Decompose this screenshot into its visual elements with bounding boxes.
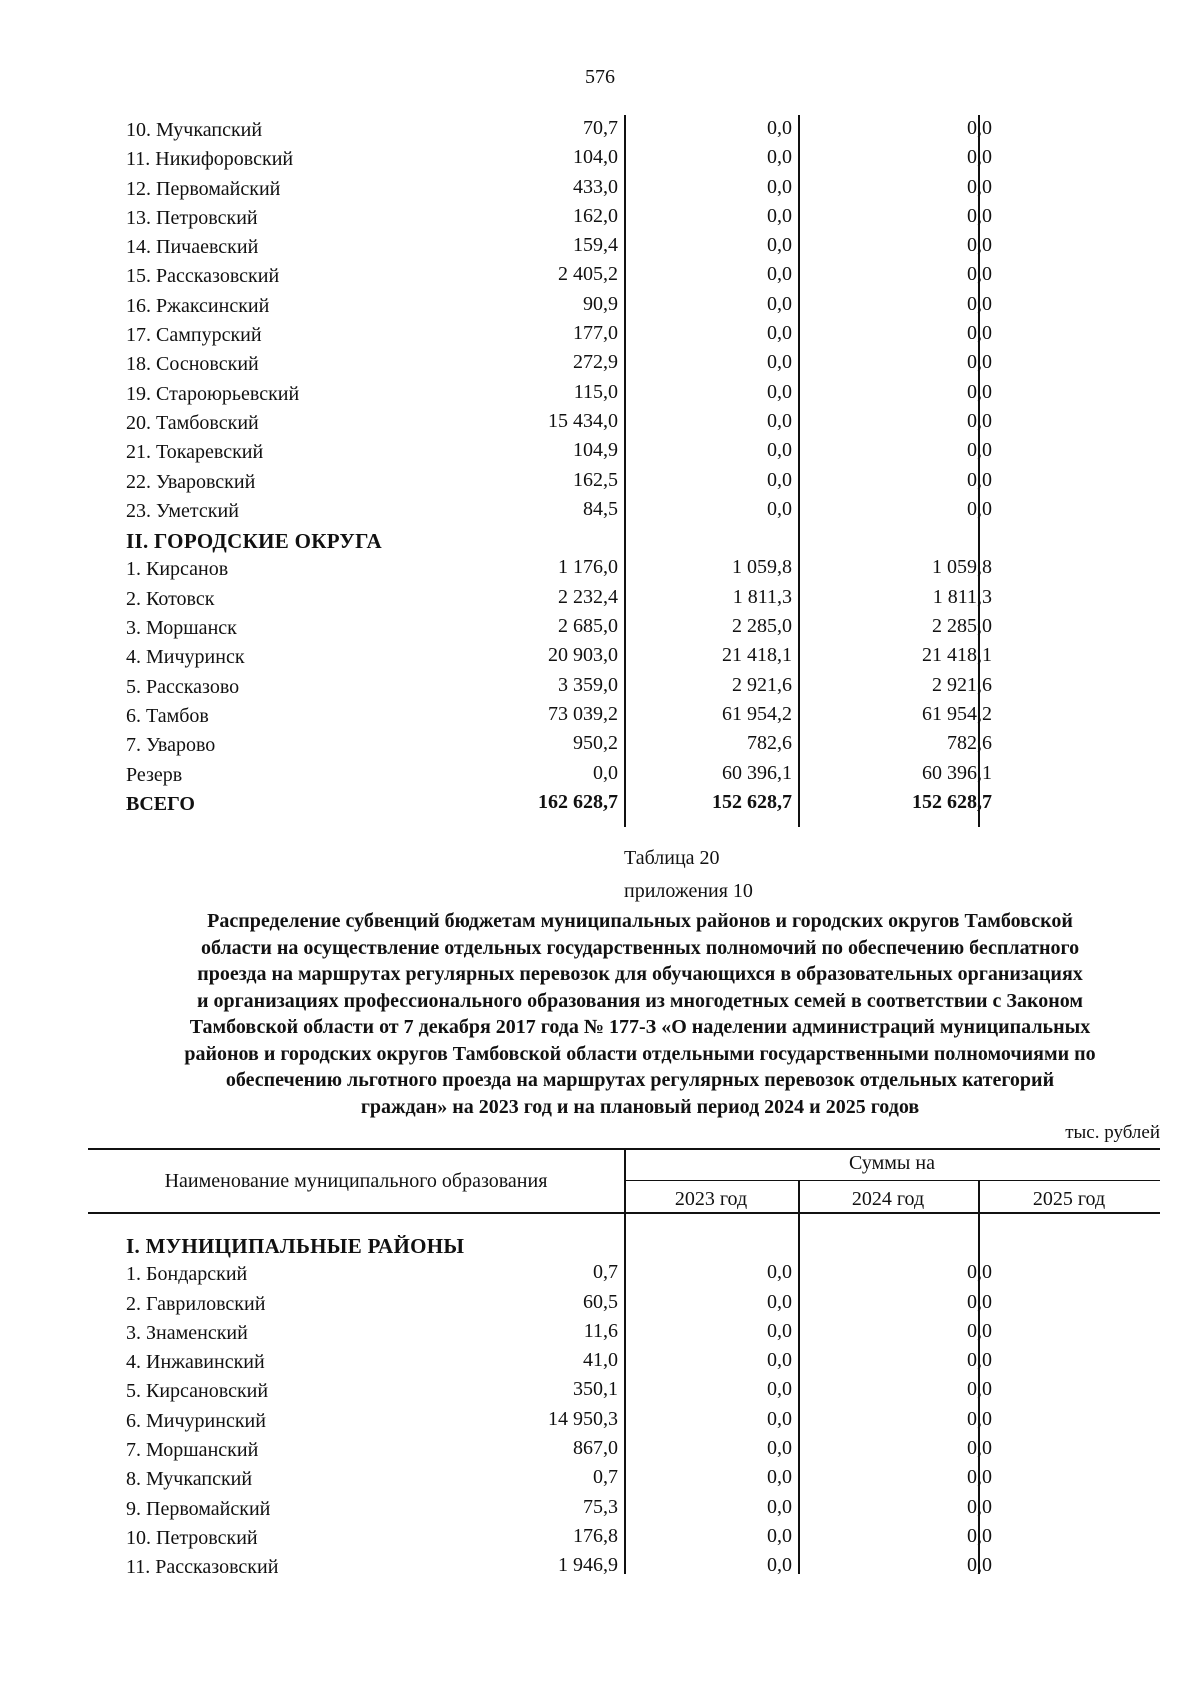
value-2025: 0,0 (967, 439, 992, 462)
value-2023: 867,0 (573, 1437, 618, 1460)
row-name: 11. Рассказовский (126, 1556, 279, 1579)
value-2024: 0,0 (767, 1319, 792, 1342)
value-2025: 60 396,1 (922, 761, 992, 784)
table-row (126, 1291, 1130, 1320)
row-name: 4. Мичуринск (126, 646, 245, 669)
table-row (126, 1437, 1130, 1466)
row-name: 6. Тамбов (126, 704, 209, 727)
value-2023: 15 434,0 (548, 409, 618, 432)
row-name: 5. Рассказово (126, 675, 240, 698)
value-2023: 11,6 (583, 1319, 618, 1342)
value-2024: 0,0 (767, 1290, 792, 1313)
row-name: 5. Кирсановский (126, 1380, 269, 1403)
value-2023: 162 628,7 (538, 790, 618, 813)
value-2024: 0,0 (767, 146, 792, 169)
header-name-column: Наименование муниципального образования (164, 1170, 548, 1192)
value-2024: 0,0 (767, 1261, 792, 1284)
table-row (126, 615, 1130, 644)
value-2025: 152 628,7 (912, 790, 992, 813)
title-line: обеспечению льготного проезда на маршрутах регулярных перевозок отдельных категорий (225, 1069, 1055, 1091)
value-2024: 0,0 (767, 468, 792, 491)
value-2025: 0,0 (967, 1349, 992, 1372)
value-2025: 0,0 (967, 351, 992, 374)
table-row (126, 234, 1130, 263)
value-2024: 1 811,3 (732, 585, 792, 608)
row-name: 10. Мучкапский (126, 119, 263, 141)
value-2025: 1 811,3 (932, 585, 992, 608)
value-2023: 159,4 (573, 234, 618, 257)
row-name: ВСЕГО (126, 792, 195, 815)
row-name: 15. Рассказовский (126, 265, 280, 288)
value-2025: 0,0 (967, 1407, 992, 1430)
value-2023: 0,7 (593, 1261, 618, 1284)
value-2025: 0,0 (967, 322, 992, 345)
row-name: 7. Уварово (126, 734, 216, 757)
table-row (126, 439, 1130, 468)
table-row (126, 1349, 1130, 1378)
value-2024: 0,0 (767, 1554, 792, 1577)
table-row (126, 674, 1130, 703)
row-name: 3. Моршанск (126, 617, 237, 640)
table-label: Таблица 20 (624, 847, 720, 869)
table-row (126, 762, 1130, 791)
value-2024: 0,0 (767, 380, 792, 403)
row-name: 2. Котовск (126, 587, 215, 610)
title-line: проезда на маршрутах регулярных перевозок для обучающихся в образовательных организациях (197, 963, 1083, 985)
value-2025: 0,0 (967, 1495, 992, 1518)
value-2023: 1 946,9 (558, 1554, 618, 1577)
row-name: 17. Сампурский (126, 324, 262, 347)
value-2025: 0,0 (967, 409, 992, 432)
value-2025: 0,0 (967, 204, 992, 227)
table-row (126, 1525, 1130, 1554)
row-name: 1. Кирсанов (126, 558, 229, 581)
row-name: 20. Тамбовский (126, 411, 259, 434)
table20-body (126, 1232, 1130, 1584)
value-2025: 0,0 (967, 146, 992, 169)
row-name: 6. Мичуринский (126, 1409, 266, 1432)
value-2024: 0,0 (767, 234, 792, 257)
row-name: Резерв (126, 763, 183, 786)
row-name: 7. Моршанский (126, 1439, 259, 1462)
value-2025: 0,0 (967, 175, 992, 198)
value-2024: 0,0 (767, 409, 792, 432)
value-2023: 177,0 (573, 322, 618, 345)
table-row (126, 498, 1130, 527)
section-heading-row (126, 1232, 1130, 1261)
value-2024: 0,0 (767, 497, 792, 520)
table-row (126, 176, 1130, 205)
table-row (126, 410, 1130, 439)
table-row (126, 381, 1130, 410)
row-name: 22. Уваровский (126, 470, 256, 493)
value-2023: 2 685,0 (558, 615, 618, 638)
table-row (126, 1378, 1130, 1407)
unit-label: тыс. рублей (1065, 1122, 1160, 1143)
value-2024: 60 396,1 (722, 761, 792, 784)
value-2025: 0,0 (967, 1437, 992, 1460)
table-row (126, 586, 1130, 615)
value-2023: 115,0 (573, 380, 618, 403)
value-2023: 90,9 (583, 292, 618, 315)
value-2023: 73 039,2 (548, 702, 618, 725)
total-row (126, 791, 1130, 820)
value-2024: 782,6 (747, 732, 792, 755)
row-name: 1. Бондарский (126, 1263, 248, 1286)
row-name: 23. Уметский (126, 499, 239, 522)
value-2025: 2 285,0 (932, 615, 992, 638)
table-row (126, 556, 1130, 585)
value-2023: 1 176,0 (558, 556, 618, 579)
row-name: 2. Гавриловский (126, 1292, 266, 1315)
value-2025: 0,0 (967, 292, 992, 315)
value-2025: 0,0 (967, 1290, 992, 1313)
value-2023: 162,5 (573, 468, 618, 491)
value-2025: 0,0 (967, 1554, 992, 1577)
value-2024: 1 059,8 (732, 556, 792, 579)
value-2024: 0,0 (767, 204, 792, 227)
title-line: области на осуществление отдельных государственных полномочий по обеспечению бесплатного (200, 936, 1080, 959)
table-row (126, 146, 1130, 175)
table-row (126, 117, 1130, 146)
value-2024: 0,0 (767, 263, 792, 286)
row-name: 13. Петровский (126, 206, 258, 229)
table-row (126, 1496, 1130, 1525)
value-2023: 0,7 (593, 1466, 618, 1489)
table-row (126, 1466, 1130, 1495)
value-2025: 21 418,1 (922, 644, 992, 667)
value-2025: 0,0 (967, 1261, 992, 1284)
value-2023: 0,0 (593, 761, 618, 784)
table-row (126, 1408, 1130, 1437)
value-2025: 0,0 (967, 1378, 992, 1401)
row-name: 9. Первомайский (126, 1497, 271, 1520)
value-2024: 0,0 (767, 1466, 792, 1489)
title-line: Тамбовской области от 7 декабря 2017 года № 177-З «О наделении администраций муниципальных (189, 1016, 1091, 1038)
row-name: 12. Первомайский (126, 177, 281, 200)
value-2023: 75,3 (583, 1495, 618, 1518)
table-row (126, 1261, 1130, 1290)
row-name: 18. Сосновский (126, 353, 259, 376)
value-2025: 0,0 (967, 1524, 992, 1547)
value-2024: 152 628,7 (712, 790, 792, 813)
row-name: 16. Ржаксинский (126, 294, 270, 317)
value-2024: 0,0 (767, 1437, 792, 1460)
value-2023: 84,5 (583, 497, 618, 520)
row-name: 8. Мучкапский (126, 1468, 253, 1491)
header-year-2025: 2025 год (1032, 1188, 1106, 1210)
value-2023: 41,0 (583, 1349, 618, 1372)
value-2023: 272,9 (573, 351, 618, 374)
title-line: и организациях профессионального образования из многодетных семей в соответствии с Законом (196, 989, 1084, 1012)
table-header (88, 1148, 1160, 1214)
table-row (126, 322, 1130, 351)
value-2023: 176,8 (573, 1524, 618, 1547)
value-2024: 2 285,0 (732, 615, 792, 638)
value-2023: 2 232,4 (558, 585, 618, 608)
value-2024: 0,0 (767, 322, 792, 345)
value-2023: 70,7 (583, 117, 618, 139)
table-row (126, 644, 1130, 673)
value-2024: 0,0 (767, 1378, 792, 1401)
value-2024: 0,0 (767, 1407, 792, 1430)
value-2023: 3 359,0 (558, 673, 618, 696)
value-2023: 20 903,0 (548, 644, 618, 667)
row-name: 10. Петровский (126, 1526, 258, 1549)
table-row (126, 263, 1130, 292)
value-2023: 350,1 (573, 1378, 618, 1401)
value-2023: 2 405,2 (558, 263, 618, 286)
table-row (126, 351, 1130, 380)
value-2025: 61 954,2 (922, 702, 992, 725)
value-2025: 1 059,8 (932, 556, 992, 579)
value-2025: 0,0 (967, 1466, 992, 1489)
value-2023: 104,0 (573, 146, 618, 169)
row-name: I. МУНИЦИПАЛЬНЫЕ РАЙОНЫ (126, 1234, 465, 1258)
appendix-label: приложения 10 (624, 880, 753, 902)
row-name: 3. Знаменский (126, 1321, 248, 1344)
value-2023: 950,2 (573, 732, 618, 755)
value-2024: 0,0 (767, 1349, 792, 1372)
value-2024: 2 921,6 (732, 673, 792, 696)
value-2025: 2 921,6 (932, 673, 992, 696)
value-2023: 433,0 (573, 175, 618, 198)
header-sums-label: Суммы на (849, 1152, 935, 1174)
value-2024: 0,0 (767, 1524, 792, 1547)
continued-table (126, 117, 1130, 820)
value-2024: 0,0 (767, 292, 792, 315)
value-2024: 0,0 (767, 1495, 792, 1518)
value-2024: 21 418,1 (722, 644, 792, 667)
table-row (126, 469, 1130, 498)
value-2023: 104,9 (573, 439, 618, 462)
value-2024: 0,0 (767, 117, 792, 139)
value-2024: 0,0 (767, 439, 792, 462)
table-row (126, 732, 1130, 761)
table-row (126, 293, 1130, 322)
page-number: 576 (585, 66, 615, 88)
row-name: II. ГОРОДСКИЕ ОКРУГА (126, 529, 382, 554)
value-2025: 0,0 (967, 1319, 992, 1342)
value-2025: 0,0 (967, 468, 992, 491)
table-row (126, 1320, 1130, 1349)
value-2025: 0,0 (967, 263, 992, 286)
row-name: 19. Староюрьевский (126, 382, 300, 405)
value-2024: 0,0 (767, 351, 792, 374)
title-line: районов и городских округов Тамбовской области отдельными государственными полномочиями по (184, 1042, 1096, 1065)
value-2025: 782,6 (947, 732, 992, 755)
value-2025: 0,0 (967, 117, 992, 139)
header-year-2023: 2023 год (674, 1188, 748, 1210)
row-name: 11. Никифоровский (126, 148, 294, 171)
table-row (126, 1554, 1130, 1583)
value-2025: 0,0 (967, 380, 992, 403)
row-name: 21. Токаревский (126, 441, 264, 464)
table-title (120, 908, 1160, 1120)
value-2023: 162,0 (573, 204, 618, 227)
value-2025: 0,0 (967, 497, 992, 520)
value-2024: 0,0 (767, 175, 792, 198)
value-2023: 60,5 (583, 1290, 618, 1313)
value-2023: 14 950,3 (548, 1407, 618, 1430)
header-mid-rule (624, 1180, 1160, 1181)
title-line: граждан» на 2023 год и на плановый период 2024 и 2025 годов (360, 1095, 920, 1118)
value-2024: 61 954,2 (722, 702, 792, 725)
table-row (126, 205, 1130, 234)
title-line: Распределение субвенций бюджетам муниципальных районов и городских округов Тамбовской (207, 910, 1073, 932)
row-name: 4. Инжавинский (126, 1351, 265, 1374)
value-2025: 0,0 (967, 234, 992, 257)
row-name: 14. Пичаевский (126, 236, 259, 259)
header-year-2024: 2024 год (851, 1188, 925, 1210)
section-heading-row (126, 527, 1130, 556)
table-row (126, 703, 1130, 732)
